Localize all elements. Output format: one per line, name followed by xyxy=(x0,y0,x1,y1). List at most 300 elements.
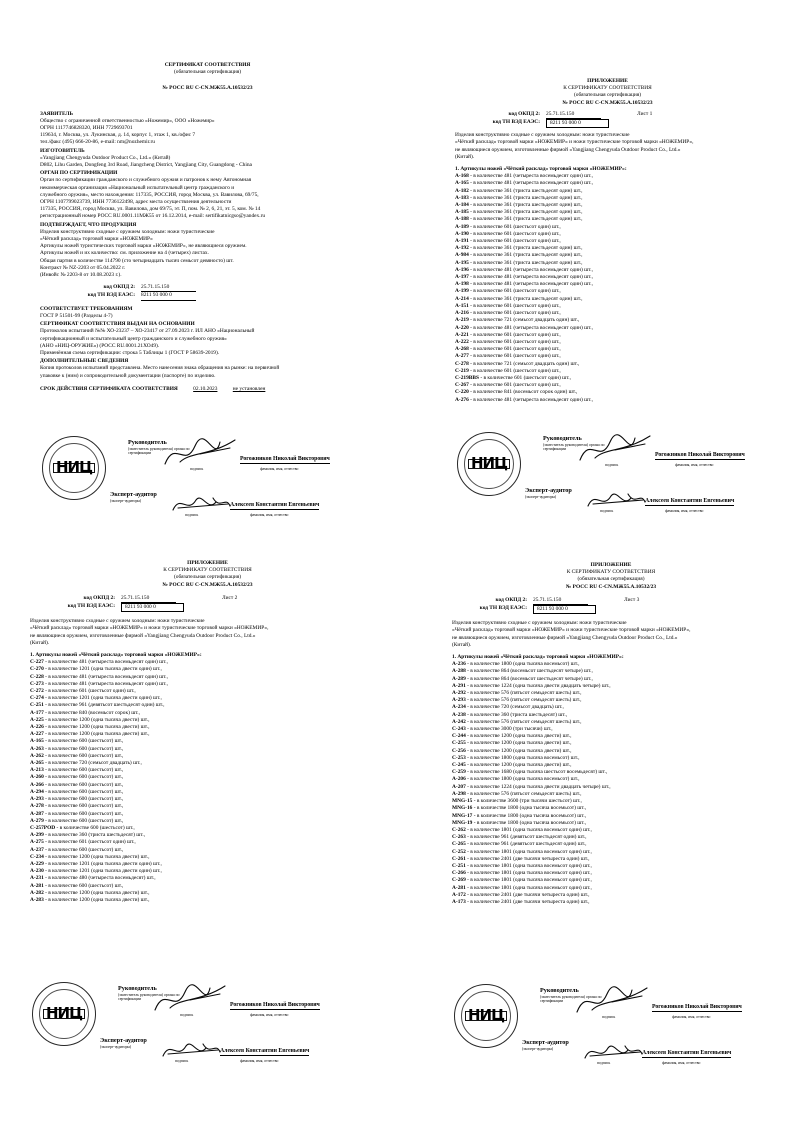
expert-signature xyxy=(168,490,234,516)
article-code: C-273 xyxy=(30,680,44,687)
article-quantity: в количестве 601 (шестьсот один) шт., xyxy=(473,367,561,374)
certificate-body-2 xyxy=(40,306,375,380)
okpd-label: код ОКПД 2: xyxy=(103,284,135,291)
appendix-page-2 xyxy=(30,560,385,1090)
article-code: A-237 xyxy=(30,846,44,853)
article-code: A-231 xyxy=(30,875,44,882)
article-code: A-288 xyxy=(452,668,466,675)
article-quantity: в количестве 1801 (одна тысяча восемьсот один) шт., xyxy=(470,826,592,833)
article-item: A-287 - в количестве 600 (шестьсот) шт., xyxy=(30,810,124,817)
article-code: C-267 xyxy=(455,382,469,389)
section-heading: ИЗГОТОВИТЕЛЬ xyxy=(40,147,85,154)
seal-mark: НИЦ xyxy=(468,459,510,468)
article-item: A-199 - в количестве 601 (шестьсот один) шт., xyxy=(455,288,561,295)
article-code: A-281 xyxy=(452,884,466,891)
article-item: C-274 - в количестве 1201 (одна тысяча двести один) шт., xyxy=(30,695,162,702)
articles-list xyxy=(30,659,385,904)
article-item: C-219BBS - в количестве 601 (шестьсот один) шт., xyxy=(455,374,571,381)
article-quantity: в количестве 1200 (одна тысяча двести) шт., xyxy=(48,853,150,860)
article-quantity: в количестве 576 (пятьсот семьдесят шесть) шт., xyxy=(470,697,582,704)
article-code: A-183 xyxy=(455,194,469,201)
signature-block xyxy=(452,982,770,1087)
head-signature-caption: подпись xyxy=(602,1015,616,1019)
article-quantity: в количестве 1200 (одна тысяча двести) шт., xyxy=(470,747,572,754)
article-code: A-198 xyxy=(455,281,469,288)
article-quantity: в количестве 576 (пятьсот семьдесят шесть) шт., xyxy=(470,690,582,697)
article-code: C-256 xyxy=(452,747,466,754)
article-quantity: в количестве 481 (четыреста восемьдесят один) шт., xyxy=(473,180,593,187)
article-item: A-292 - в количестве 576 (пятьсот семьдесят шесть) шт., xyxy=(452,690,582,697)
intro-line: (Китай). xyxy=(30,639,50,646)
article-item: A-214 - в количестве 361 (триста шестьдесят один) шт., xyxy=(455,295,583,302)
article-item: C-266 - в количестве 1801 (одна тысяча восемьсот один) шт., xyxy=(452,870,592,877)
article-item: A-183 - в количестве 361 (триста шестьдесят один) шт., xyxy=(455,194,583,201)
article-item: A-190 - в количестве 601 (шестьсот один) шт., xyxy=(455,230,561,237)
article-item: A-220 - в количестве 481 (четыреста восемьдесят один) шт., xyxy=(455,324,593,331)
article-item: A-288 - в количестве 864 (восемьсот шестьдесят четыре) шт., xyxy=(452,668,593,675)
article-quantity: в количестве 841 (восемьсот сорок один) шт., xyxy=(473,389,578,396)
intro-line: (Китай). xyxy=(455,153,475,160)
body-line: Копия протоколов испытаний представлена. Место нанесения знака обращения на рынке: на первичной xyxy=(40,365,280,372)
sheet-number: Лист 3 xyxy=(624,596,640,603)
article-quantity: в количестве 864 (восемьсот шестьдесят четыре) шт., xyxy=(470,668,593,675)
intro-line: «Чёткий расклад» торговой марки «НОЖЕМИР» и ножи туристические торговой марки «НОЖЕМИР», xyxy=(30,625,269,632)
article-item: C-251 - в количестве 1801 (одна тысяча восемьсот один) шт., xyxy=(452,862,592,869)
article-quantity: в количестве 1200 (одна тысяча двести) шт., xyxy=(470,733,572,740)
article-item: C-263 - в количестве 961 (девятьсот шестьдесят один) шт., xyxy=(452,834,587,841)
article-item: C-228 - в количестве 481 (четыреста восемьдесят один) шт., xyxy=(30,673,168,680)
article-item: A-198 - в количестве 481 (четыреста восемьдесят один) шт., xyxy=(455,281,593,288)
article-code: C-272 xyxy=(30,688,44,695)
article-quantity: в количестве 361 (триста шестьдесят один) шт., xyxy=(473,209,583,216)
body-line: 117335, РОССИЯ, город Москва, ул. Вавилова, дом 69/75, эт. П, пом. № 2, 6, 21, эт. 5, ком. № 14 xyxy=(40,206,261,213)
article-quantity: в количестве 576 (пятьсот семьдесят шесть) шт., xyxy=(470,718,582,725)
expert-name-caption: фамилия, имя, отчество xyxy=(662,1061,701,1065)
article-code: A-165 xyxy=(30,738,44,745)
head-signature xyxy=(160,434,240,470)
okpd-label: код ОКПД 2: xyxy=(83,594,115,601)
article-item: A-184 - в количестве 361 (триста шестьдесят один) шт., xyxy=(455,202,583,209)
seal-stamp xyxy=(457,432,521,496)
code-block xyxy=(472,597,770,614)
certificate-number: № РОСС RU С-CN.МЖ55.А.10532/23 xyxy=(162,85,253,92)
section-heading: ДОПОЛНИТЕЛЬНЫЕ СВЕДЕНИЯ xyxy=(40,358,129,365)
article-code: A-292 xyxy=(452,690,466,697)
article-code: A-190 xyxy=(455,230,469,237)
body-line: (АНО «НИЦ-ОРУЖИЕ») (РОСС RU.0001.21ХО49). xyxy=(40,342,160,349)
article-code: A-242 xyxy=(452,718,466,725)
signature-block xyxy=(30,980,385,1085)
head-name: Рогожников Николай Викторович xyxy=(230,1002,320,1010)
article-code: A-984 xyxy=(455,252,469,259)
articles-list xyxy=(455,173,760,404)
expert-signature-caption: подпись xyxy=(597,1061,611,1065)
section-heading: ОРГАН ПО СЕРТИФИКАЦИИ xyxy=(40,170,118,177)
article-quantity: в количестве 961 (девятьсот шестьдесят один) шт., xyxy=(470,834,587,841)
article-item: A-231 - в количестве 480 (четыреста восемьдесят) шт., xyxy=(30,875,156,882)
appendix-subtitle2: (обязательная сертификация) xyxy=(173,574,242,581)
article-quantity: в количестве 601 (шестьсот один) шт., xyxy=(48,839,136,846)
article-item: A-237 - в количестве 600 (шестьсот) шт., xyxy=(30,846,124,853)
expert-role xyxy=(525,488,572,499)
body-line: Артикулы ножей и их количество: см. приложение на 4 (четырех) листах. xyxy=(40,250,209,257)
intro-line: Изделия конструктивно сходные с оружием холодным: ножи туристические xyxy=(455,132,630,139)
certificate-title: СЕРТИФИКАТ СООТВЕТСТВИЯ xyxy=(164,62,251,68)
article-code: C-259 xyxy=(452,769,466,776)
article-code: A-278 xyxy=(30,803,44,810)
expert-title: Эксперт-аудитор xyxy=(525,487,572,494)
head-name: Рогожников Николай Викторович xyxy=(240,456,330,464)
expert-subtitle: (эксперт-аудиторы) xyxy=(522,1046,554,1051)
article-code: A-226 xyxy=(30,724,44,731)
sheet-number: Лист 2 xyxy=(222,594,238,601)
article-quantity: в количестве 576 (пятьсот семьдесят шесть) шт., xyxy=(470,790,582,797)
article-item: C-219 - в количестве 601 (шестьсот один) шт., xyxy=(455,367,561,374)
article-code: A-293 xyxy=(30,796,44,803)
head-signature xyxy=(150,980,230,1016)
article-quantity: в количестве 721 (семьсот двадцать один) шт., xyxy=(473,317,580,324)
article-quantity: в количестве 481 (четыреста восемьдесят один) шт., xyxy=(48,659,168,666)
article-code: A-196 xyxy=(455,266,469,273)
article-quantity: в количестве 601 (шестьсот один) шт., xyxy=(473,230,561,237)
seal-mark: НИЦ xyxy=(43,1009,85,1018)
expert-title: Эксперт-аудитор xyxy=(100,1037,147,1044)
article-code: C-251 xyxy=(30,702,44,709)
article-code: C-270 xyxy=(30,666,44,673)
article-code: A-151 xyxy=(455,302,469,309)
article-code: C-245 xyxy=(452,762,466,769)
article-quantity: в количестве 600 (шестьсот) шт., xyxy=(48,738,124,745)
appendix-subtitle: К СЕРТИФИКАТУ СООТВЕТСТВИЯ xyxy=(566,569,656,576)
article-code: A-282 xyxy=(30,889,44,896)
head-subtitle: (заместитель руководителя) органа по сертификации xyxy=(128,446,190,455)
article-code: A-173 xyxy=(452,898,466,905)
seal-mark: НИЦ xyxy=(53,463,95,472)
article-item: C-251 - в количестве 961 (девятьсот шестьдесят один) шт., xyxy=(30,702,165,709)
article-item: A-238 - в количестве 360 (триста шестьдесят) шт., xyxy=(452,711,568,718)
article-code: A-294 xyxy=(30,788,44,795)
body-line: тел./факс (495) 666-20-86, e-mail: nm@nozhemir.ru xyxy=(40,139,155,146)
article-item: A-225 - в количестве 1200 (одна тысяча двести) шт., xyxy=(30,716,150,723)
article-code: A-216 xyxy=(455,310,469,317)
article-code: A-236 xyxy=(452,661,466,668)
article-code: A-293 xyxy=(452,697,466,704)
appendix-subtitle: К СЕРТИФИКАТУ СООТВЕТСТВИЯ xyxy=(563,85,652,92)
article-code: C-234 xyxy=(30,853,44,860)
article-item: A-293 - в количестве 600 (шестьсот) шт., xyxy=(30,796,124,803)
article-item: A-151 - в количестве 601 (шестьсот один) шт., xyxy=(455,302,561,309)
article-item: A-196 - в количестве 481 (четыреста восемьдесят один) шт., xyxy=(455,266,593,273)
expert-name-caption: фамилия, имя, отчество xyxy=(665,509,704,513)
article-item: A-298 - в количестве 576 (пятьсот семьдесят шесть) шт., xyxy=(452,790,582,797)
article-code: C-261 xyxy=(452,855,466,862)
appendix-subtitle2: (обязательная сертификация) xyxy=(573,92,642,99)
tnved-label: код ТН ВЭД ЕАЭС: xyxy=(87,292,135,299)
article-item: C-255 - в количестве 1200 (одна тысяча двести) шт., xyxy=(452,740,572,747)
article-quantity: в количестве 1801 (одна тысяча восемьсот один) шт., xyxy=(470,884,592,891)
expert-name-caption: фамилия, имя, отчество xyxy=(250,513,289,517)
article-item: A-206 - в количестве 1800 (одна тысяча восемьсот) шт., xyxy=(452,776,580,783)
article-quantity: в количестве 1680 (одна тысяча шестьсот восемьдесят) шт., xyxy=(470,769,608,776)
body-line: Протоколов испытаний №№ ХО-23237 – ХО-23417 от 27.09.2023 г. ИЛ АНО «Национальный xyxy=(40,328,255,335)
body-line: служебного оружия», место нахождения: 117335, РОССИЯ, город Москва, ул. Вавилова, 69/75, xyxy=(40,191,259,198)
intro-line: «Чёткий расклад» торговой марки «НОЖЕМИР» и ножи туристические торговой марки «НОЖЕМИР», xyxy=(452,627,691,634)
article-code: A-214 xyxy=(455,295,469,302)
appendix-page-3 xyxy=(452,562,770,1092)
article-item: A-192 - в количестве 361 (триста шестьдесят один) шт., xyxy=(455,245,583,252)
article-code: A-225 xyxy=(30,716,44,723)
article-item: A-172 - в количестве 2401 (две тысячи четыреста один) шт., xyxy=(452,891,590,898)
article-quantity: в количестве 601 (шестьсот один) шт., xyxy=(473,331,561,338)
article-code: A-199 xyxy=(455,288,469,295)
article-quantity: в количестве 1200 (одна тысяча двести) шт., xyxy=(48,889,150,896)
article-quantity: в количестве 1201 (одна тысяча двести один) шт., xyxy=(48,868,162,875)
signature-block xyxy=(40,434,375,539)
article-quantity: в количестве 601 (шестьсот один) шт., xyxy=(473,338,561,345)
article-code: A-234 xyxy=(452,704,466,711)
article-item: A-173 - в количестве 2401 (две тысячи четыреста один) шт., xyxy=(452,898,590,905)
article-item: C-256 - в количестве 1200 (одна тысяча двести) шт., xyxy=(452,747,572,754)
article-item: A-289 - в количестве 864 (восемьсот шестьдесят четыре) шт., xyxy=(452,675,593,682)
article-item: MNG-19 - в количестве 1800 (одна тысяча восемьсот) шт., xyxy=(452,819,587,826)
expert-subtitle: (эксперт-аудиторы) xyxy=(100,1044,132,1049)
article-item: A-189 - в количестве 601 (шестьсот один) шт., xyxy=(455,223,561,230)
expert-name: Алексеев Константин Евгеньевич xyxy=(230,502,319,510)
article-item: C-278 - в количестве 721 (семьсот двадцать один) шт., xyxy=(455,360,580,367)
tnved-label: код ТН ВЭД ЕАЭС: xyxy=(479,605,527,612)
body-line: Общая партия в количестве 114790 (сто четырнадцать тысяч семьсот девяносто) шт. xyxy=(40,257,234,264)
seal-stamp xyxy=(42,436,106,500)
article-quantity: в количестве 1800 (одна тысяча восемьсот) шт., xyxy=(476,819,587,826)
article-code: A-299 xyxy=(30,832,44,839)
article-quantity: в количестве 1224 (одна тысяча двести двадцать четыре) шт., xyxy=(470,783,611,790)
article-code: C-227 xyxy=(30,659,44,666)
article-quantity: в количестве 601 (шестьсот один) шт., xyxy=(473,238,561,245)
article-item: C-259 - в количестве 1680 (одна тысяча шестьсот восемьдесят) шт., xyxy=(452,769,608,776)
expert-name-caption: фамилия, имя, отчество xyxy=(240,1059,279,1063)
article-code: A-262 xyxy=(30,752,44,759)
article-item: C-243 - в количестве 3000 (три тысячи) шт., xyxy=(452,726,553,733)
article-code: A-207 xyxy=(452,783,466,790)
article-quantity: в количестве 601 (шестьсот один) шт., xyxy=(473,310,561,317)
article-item: A-275 - в количестве 601 (шестьсот один) шт., xyxy=(30,839,136,846)
expert-role xyxy=(100,1038,147,1049)
article-item: C-234 - в количестве 1200 (одна тысяча двести) шт., xyxy=(30,853,150,860)
body-line: Орган по сертификации гражданского и служебного оружия и патронов к нему Автономная xyxy=(40,177,252,184)
head-subtitle: (заместитель руководителя) органа по сертификации xyxy=(540,994,602,1003)
article-quantity: в количестве 1800 (одна тысяча восемьсот) шт., xyxy=(470,754,580,761)
article-code: A-238 xyxy=(452,711,466,718)
articles-title: 1. Артикулы ножей «Чёткий расклад» торговой марки «НОЖЕМИР»: xyxy=(455,166,627,173)
article-item: C-270 - в количестве 1201 (одна тысяча двести один) шт., xyxy=(30,666,162,673)
head-signature-caption: подпись xyxy=(180,1013,194,1017)
body-line: 119634, г. Москва, ул. Лукинская, д. 14, корпус 1, этаж 1, кв./офис 7 xyxy=(40,132,196,139)
article-code: C-228 xyxy=(30,673,44,680)
head-signature xyxy=(572,982,652,1018)
article-code: C-265 xyxy=(452,841,466,848)
article-code: A-289 xyxy=(452,675,466,682)
article-code: A-277 xyxy=(455,353,469,360)
article-quantity: в количестве 1201 (одна тысяча двести один) шт., xyxy=(48,860,162,867)
articles-list xyxy=(452,661,770,906)
article-item: MNG-16 - в количестве 1800 (одна тысяча восемьсот) шт., xyxy=(452,805,587,812)
article-item: A-207 - в количестве 1224 (одна тысяча двести двадцать четыре) шт., xyxy=(452,783,611,790)
article-item: A-185 - в количестве 361 (триста шестьдесят один) шт., xyxy=(455,209,583,216)
article-code: MNG-17 xyxy=(452,812,473,819)
article-quantity: в количестве 601 (шестьсот один) шт., xyxy=(48,688,136,695)
article-item: C-252 - в количестве 1801 (одна тысяча восемьсот один) шт., xyxy=(452,848,592,855)
appendix-subtitle2: (обязательная сертификация) xyxy=(577,576,645,583)
article-quantity: в количестве 721 (семьсот двадцать один) шт., xyxy=(473,360,580,367)
article-quantity: в количестве 481 (четыреста восемьдесят один) шт., xyxy=(473,281,593,288)
validity-to: не установлен xyxy=(232,385,266,392)
body-line: Применённая схема сертификации: строка 5 Таблицы 1 (ГОСТ Р 58639-2019). xyxy=(40,349,220,356)
article-item: A-226 - в количестве 1200 (одна тысяча двести) шт., xyxy=(30,724,150,731)
article-code: A-189 xyxy=(455,223,469,230)
appendix-title: ПРИЛОЖЕНИЕ xyxy=(587,78,628,84)
code-block xyxy=(485,111,760,128)
article-quantity: в количестве 1200 (одна тысяча двести) шт., xyxy=(470,740,572,747)
article-code: A-213 xyxy=(30,767,44,774)
article-item: A-168 - в количестве 481 (четыреста восемьдесят один) шт., xyxy=(455,173,593,180)
article-code: A-291 xyxy=(452,682,466,689)
article-item: A-219 - в количестве 721 (семьсот двадцать один) шт., xyxy=(455,317,580,324)
article-item: A-234 - в количестве 720 (семьсот двадцать) шт., xyxy=(452,704,564,711)
article-code: C-262 xyxy=(452,826,466,833)
article-quantity: в количестве 3600 (три тысячи шестьсот) шт., xyxy=(476,798,582,805)
article-quantity: в количестве 601 (шестьсот один) шт., xyxy=(473,382,561,389)
seal-stamp xyxy=(454,984,518,1048)
article-item: A-265 - в количестве 720 (семьсот двадцать) шт., xyxy=(30,760,142,767)
appendix-title: ПРИЛОЖЕНИЕ xyxy=(590,562,632,568)
tnved-label: код ТН ВЭД ЕАЭС: xyxy=(67,603,115,610)
tnved-value: 8211 93 000 0 xyxy=(533,605,596,614)
article-item: A-263 - в количестве 600 (шестьсот) шт., xyxy=(30,745,124,752)
okpd-value: 25.71.15.150 xyxy=(533,597,588,605)
body-line: «Yangjiang Chengyuda Outdoor Product Co., Ltd.» (Китай) xyxy=(40,154,171,161)
intro-line: Изделия конструктивно сходные с оружием холодным: ножи туристические xyxy=(30,618,205,625)
article-item: C-269 - в количестве 1801 (одна тысяча восемьсот один) шт., xyxy=(452,877,592,884)
article-code: A-287 xyxy=(30,810,44,817)
article-code: A-298 xyxy=(452,790,466,797)
section-heading: ПОДТВЕРЖДАЕТ, ЧТО ПРОДУКЦИЯ xyxy=(40,221,137,228)
article-code: C-251 xyxy=(452,862,466,869)
article-code: A-197 xyxy=(455,274,469,281)
expert-signature xyxy=(158,1036,224,1062)
article-code: A-165 xyxy=(455,180,469,187)
article-code: A-195 xyxy=(455,259,469,266)
body-line: Общество с ограниченной ответственностью «Ножемир», ООО «Ножемир» xyxy=(40,117,215,124)
article-quantity: в количестве 961 (девятьсот шестьдесят один) шт., xyxy=(48,702,165,709)
article-quantity: в количестве 1800 (одна тысяча восемьсот) шт., xyxy=(470,661,580,668)
expert-title: Эксперт-аудитор xyxy=(522,1039,569,1046)
article-item: A-182 - в количестве 361 (триста шестьдесят один) шт., xyxy=(455,187,583,194)
article-quantity: в количестве 600 (шестьсот) шт., xyxy=(48,846,124,853)
article-code: A-188 xyxy=(455,216,469,223)
article-code: C-263 xyxy=(452,834,466,841)
appendix-number: № РОСС RU С-CN.МЖ55.А.10532/23 xyxy=(565,583,657,590)
article-quantity: в количестве 2401 (две тысячи четыреста один) шт., xyxy=(470,898,590,905)
article-item: A-299 - в количестве 360 (триста шестьдесят) шт., xyxy=(30,832,146,839)
article-quantity: в количестве 361 (триста шестьдесят один) шт., xyxy=(473,187,583,194)
article-quantity: в количестве 481 (четыреста восемьдесят один) шт., xyxy=(473,274,593,281)
article-quantity: в количестве 600 (шестьсот) шт., xyxy=(48,752,124,759)
body-line: «Чёткий расклад» торговой марки «НОЖЕМИР» xyxy=(40,236,153,243)
intro-line: Изделия конструктивно сходные с оружием холодным: ножи туристические xyxy=(452,620,627,627)
article-quantity: в количестве 601 (шестьсот один) шт., xyxy=(473,346,561,353)
head-title: Руководитель xyxy=(118,985,157,992)
article-quantity: в количестве 360 (триста шестьдесят) шт., xyxy=(470,711,568,718)
article-item: C-272 - в количестве 601 (шестьсот один) шт., xyxy=(30,688,136,695)
article-quantity: в количестве 361 (триста шестьдесят один) шт., xyxy=(473,259,583,266)
okpd-value: 25.71.15.150 xyxy=(141,284,196,292)
article-item: A-293 - в количестве 576 (пятьсот семьдесят шесть) шт., xyxy=(452,697,582,704)
expert-title: Эксперт-аудитор xyxy=(110,491,157,498)
head-title: Руководитель xyxy=(543,435,582,442)
article-code: A-260 xyxy=(30,774,44,781)
article-item: A-242 - в количестве 576 (пятьсот семьдесят шесть) шт., xyxy=(452,718,582,725)
article-item: A-165 - в количестве 600 (шестьсот) шт., xyxy=(30,738,124,745)
appendix-subtitle: К СЕРТИФИКАТУ СООТВЕТСТВИЯ xyxy=(163,567,252,574)
intro-line: (Китай). xyxy=(452,641,472,648)
article-quantity: в количестве 1801 (одна тысяча восемьсот один) шт., xyxy=(470,877,592,884)
article-code: A-185 xyxy=(455,209,469,216)
article-code: A-229 xyxy=(30,860,44,867)
intro-line: не являющиеся оружием, изготовленные фирмой «Yangjiang Chengyuda Outdoor Product Co., Ltd.» xyxy=(455,146,681,153)
appendix-title: ПРИЛОЖЕНИЕ xyxy=(187,560,228,566)
article-item: C-273 - в количестве 481 (четыреста восемьдесят один) шт., xyxy=(30,680,168,687)
article-quantity: в количестве 481 (четыреста восемьдесят один) шт., xyxy=(48,680,168,687)
article-quantity: в количестве 1201 (одна тысяча двести один) шт., xyxy=(48,666,162,673)
article-code: A-281 xyxy=(30,882,44,889)
article-item: A-229 - в количестве 1201 (одна тысяча двести один) шт., xyxy=(30,860,162,867)
body-line: Артикулы ножей туристических торговой марки «НОЖЕМИР», не являющиеся оружием. xyxy=(40,243,247,250)
article-code: C-252 xyxy=(452,848,466,855)
head-signature-caption: подпись xyxy=(190,467,204,471)
article-quantity: в количестве 3000 (три тысячи) шт., xyxy=(470,726,553,733)
appendix-intro xyxy=(30,618,385,647)
article-quantity: в количестве 1800 (одна тысяча восемьсот) шт., xyxy=(476,805,587,812)
seal-mark: НИЦ xyxy=(465,1011,507,1020)
article-code: A-266 xyxy=(30,781,44,788)
article-item: A-984 - в количестве 361 (триста шестьдесят один) шт., xyxy=(455,252,583,259)
article-code: A-263 xyxy=(30,745,44,752)
article-quantity: в количестве 361 (триста шестьдесят один) шт., xyxy=(473,245,583,252)
article-code: MNG-15 xyxy=(452,798,473,805)
head-name-caption: фамилия, имя, отчество xyxy=(675,463,714,467)
body-line: упаковке к (ним) и сопроводительной документации (паспорте) по изделию. xyxy=(40,372,216,379)
article-code: C-243 xyxy=(452,726,466,733)
head-name-caption: фамилия, имя, отчество xyxy=(672,1015,711,1019)
article-item: A-221 - в количестве 601 (шестьсот один) шт., xyxy=(455,331,561,338)
validity-label: СРОК ДЕЙСТВИЯ СЕРТИФИКАТА СООТВЕТСТВИЯ xyxy=(40,385,178,392)
article-quantity: в количестве 840 (восемьсот сорок) шт., xyxy=(48,709,141,716)
article-quantity: в количестве 361 (триста шестьдесят один) шт., xyxy=(473,252,583,259)
code-block xyxy=(60,595,385,612)
article-item: A-197 - в количестве 481 (четыреста восемьдесят один) шт., xyxy=(455,274,593,281)
section-heading: СООТВЕТСТВУЕТ ТРЕБОВАНИЯМ xyxy=(40,305,133,312)
head-name-caption: фамилия, имя, отчество xyxy=(250,1013,289,1017)
article-item: A-281 - в количестве 600 (шестьсот) шт., xyxy=(30,882,124,889)
article-item: A-260 - в количестве 600 (шестьсот) шт., xyxy=(30,774,124,781)
article-code: A-276 xyxy=(455,396,469,403)
article-quantity: в количестве 1200 (одна тысяча двести) шт., xyxy=(48,716,150,723)
article-code: MNG-19 xyxy=(452,819,473,826)
article-item: A-266 - в количестве 600 (шестьсот) шт., xyxy=(30,781,124,788)
article-quantity: в количестве 600 (шестьсот) шт., xyxy=(48,817,124,824)
article-quantity: в количестве 481 (четыреста восемьдесят один) шт., xyxy=(473,266,593,273)
validity-line xyxy=(40,386,375,393)
